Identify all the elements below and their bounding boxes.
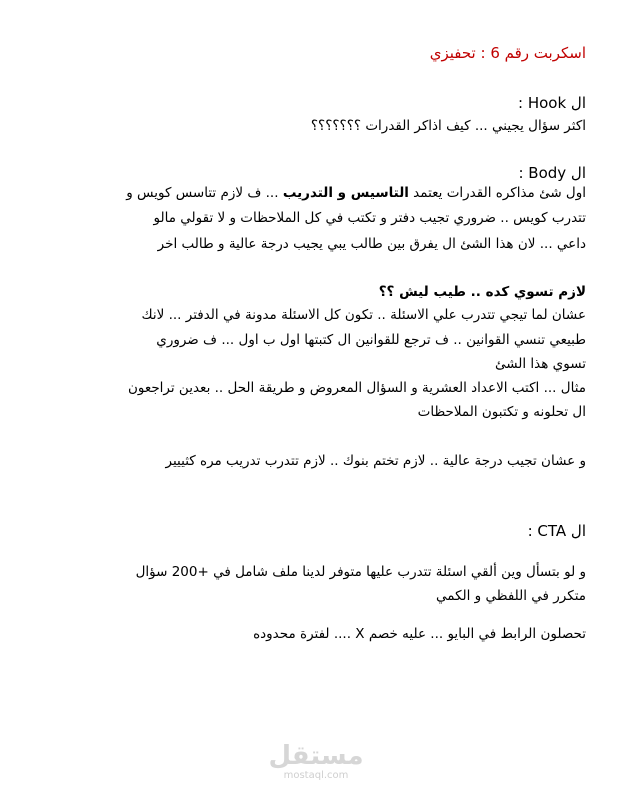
hook-text: اكثر سؤال يجيني ... كيف اذاكر القدرات ؟؟؟؟؟؟؟ (310, 118, 586, 134)
body-line-1-bold: التاسيس و التدريب (282, 185, 409, 201)
body-line-1-end: ... ف لازم تتاسس كويس و (126, 185, 283, 201)
body-line-1-start: اول شئ مذاكره القدرات يعتمد (408, 185, 586, 201)
watermark-latin: mostaql.com (283, 770, 349, 781)
body-line-7: مثال ... اكتب الاعداد العشرية و السؤال المعروض و طريقة الحل .. بعدين تراجعون (127, 380, 586, 396)
body-line-5: طبيعي تنسي القوانين .. ف ترجع للقوانين ال كتبتها اول ب اول ... ف ضروري (156, 332, 586, 348)
cta-line-2: متكرر في اللفظي و الكمي (436, 588, 586, 604)
body-line-6: تسوي هذا الشئ (494, 356, 586, 372)
body-question: لازم تسوي كده .. طيب ليش ؟؟ (378, 284, 586, 300)
cta-line-3: تحصلون الرابط في البايو ... عليه خصم X .... لفترة محدوده (253, 626, 586, 642)
body-line-9: و عشان تجيب درجة عالية .. لازم تختم بنوك .. لازم تتدرب تدريب مره كثييير (165, 453, 586, 469)
body-line-2: تتدرب كويس .. ضروري تجيب دفتر و تكتب في كل الملاحظات و لا تقولي مالو (153, 210, 586, 226)
cta-heading: ال CTA : (527, 522, 586, 540)
watermark-arabic: مستقل (268, 741, 364, 771)
mostaql-watermark (266, 742, 366, 782)
script-title: اسكربت رقم 6 : تحفيزي (429, 44, 586, 62)
body-heading: ال Body : (518, 164, 586, 182)
body-line-3: داعي ... لان هذا الشئ ال يفرق بين طالب يبي يجيب درجة عالية و طالب اخر (157, 236, 586, 252)
hook-heading: ال Hook : (518, 94, 586, 112)
cta-line-1: و لو بتسأل وين ألقي اسئلة تتدرب عليها متوفر لدينا ملف شامل في +200 سؤال (135, 564, 586, 580)
body-line-8: ال تحلونه و تكتبون الملاحظات (417, 404, 586, 420)
body-line-4: عشان لما تيجي تتدرب علي الاسئلة .. تكون كل الاسئلة مدونة في الدفتر ... لانك (141, 307, 586, 323)
body-line-1 (126, 184, 586, 203)
